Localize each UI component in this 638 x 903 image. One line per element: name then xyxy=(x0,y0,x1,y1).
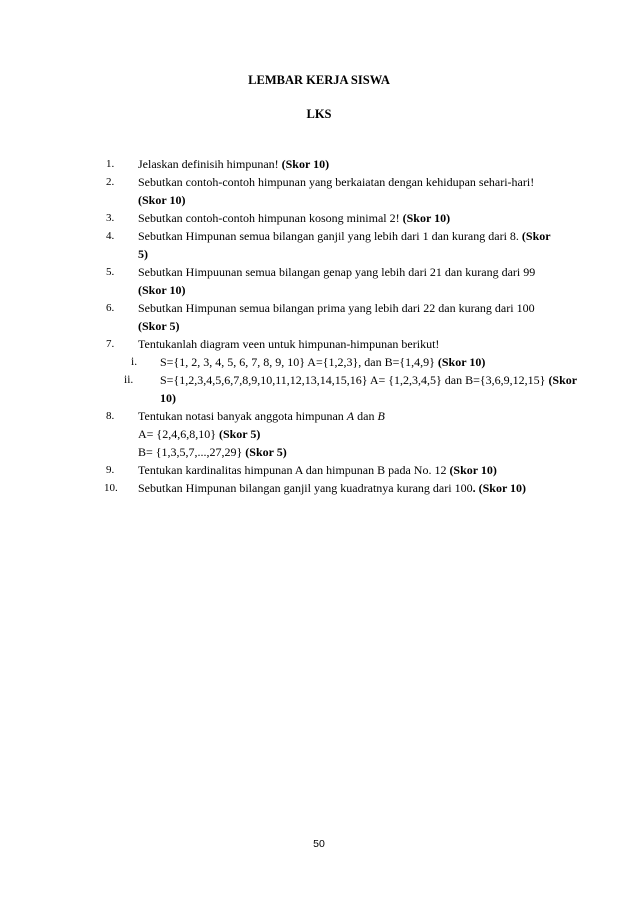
set-a-variable: A xyxy=(346,409,355,423)
question-text: Sebutkan Himpunan bilangan ganjil yang kuadratnya kurang dari 100 xyxy=(138,481,473,495)
question-text: Sebutkan Himpuunan semua bilangan genap yang lebih dari 21 dan kurang dari 99 xyxy=(138,265,536,279)
question-item-1 xyxy=(0,155,638,173)
question-number: 7. xyxy=(106,338,115,350)
document-title: LEMBAR KERJA SISWA xyxy=(248,73,390,87)
question-list xyxy=(0,155,638,497)
sub-question-item-ii xyxy=(0,371,638,407)
document-subtitle: LKS xyxy=(306,107,332,121)
question-text: Sebutkan Himpunan semua bilangan ganjil yang lebih dari 1 dan kurang dari 8. xyxy=(138,229,522,243)
question-text: Tentukan notasi banyak anggota himpunan xyxy=(138,409,347,423)
question-text: Tentukanlah diagram veen untuk himpunan-himpunan berikut! xyxy=(138,337,440,351)
question-text: Sebutkan contoh-contoh himpunan kosong minimal 2! xyxy=(138,211,403,225)
question-number: 4. xyxy=(106,230,115,242)
question-score: (Skor 10) xyxy=(402,211,451,225)
question-item-4 xyxy=(0,227,638,263)
question-number: 2. xyxy=(106,176,115,188)
set-b-variable: B xyxy=(377,409,385,423)
question-number: 9. xyxy=(106,464,115,476)
question-item-10 xyxy=(0,479,638,497)
set-a-score: (Skor 5) xyxy=(218,427,261,441)
sub-question-number: i. xyxy=(131,356,138,368)
question-number: 1. xyxy=(106,158,115,170)
question-item-3 xyxy=(0,209,638,227)
question-text-joiner: dan xyxy=(354,409,378,423)
question-item-6 xyxy=(0,299,638,335)
page-number: 50 xyxy=(313,838,325,850)
question-number: 3. xyxy=(106,212,115,224)
question-number: 5. xyxy=(106,266,115,278)
question-score: (Skor 10) xyxy=(138,283,186,297)
question-item-7 xyxy=(0,335,638,353)
question-period: . xyxy=(472,481,476,495)
sub-question-text: S={1,2,3,4,5,6,7,8,9,10,11,12,13,14,15,16} A= {1,2,3,4,5} dan B={3,6,9,12,15} xyxy=(160,373,549,387)
question-item-9 xyxy=(0,461,638,479)
question-item-8 xyxy=(0,407,638,461)
question-score: (Skor 5) xyxy=(138,319,180,333)
question-score: (Skor 10) xyxy=(281,157,330,171)
question-text: Tentukan kardinalitas himpunan A dan himpunan B pada No. 12 xyxy=(138,463,450,477)
set-b-score: (Skor 5) xyxy=(245,445,287,459)
sub-question-item-i xyxy=(0,353,638,371)
set-a-definition: A= {2,4,6,8,10} xyxy=(138,427,219,441)
question-number: 10. xyxy=(104,482,118,494)
sub-question-score: (Skor 10) xyxy=(437,355,486,369)
sub-question-number: ii. xyxy=(124,374,134,386)
question-item-2 xyxy=(0,173,638,209)
question-text: Sebutkan contoh-contoh himpunan yang berkaiatan dengan kehidupan sehari-hari! xyxy=(138,175,535,189)
question-number: 8. xyxy=(106,410,115,422)
sub-question-text: S={1, 2, 3, 4, 5, 6, 7, 8, 9, 10} A={1,2,3}, dan B={1,4,9} xyxy=(160,355,438,369)
sub-question-score: (Skor 10) xyxy=(160,373,577,405)
question-score: (Skor 10) xyxy=(138,193,186,207)
question-number: 6. xyxy=(106,302,115,314)
question-text: Sebutkan Himpunan semua bilangan prima yang lebih dari 22 dan kurang dari 100 xyxy=(138,301,535,315)
question-score: (Skor 5) xyxy=(138,229,551,261)
set-b-definition: B= {1,3,5,7,...,27,29} xyxy=(138,445,246,459)
question-item-5 xyxy=(0,263,638,299)
question-score: (Skor 10) xyxy=(449,463,497,477)
question-score: (Skor 10) xyxy=(475,481,527,495)
question-text: Jelaskan definisih himpunan! xyxy=(138,157,282,171)
